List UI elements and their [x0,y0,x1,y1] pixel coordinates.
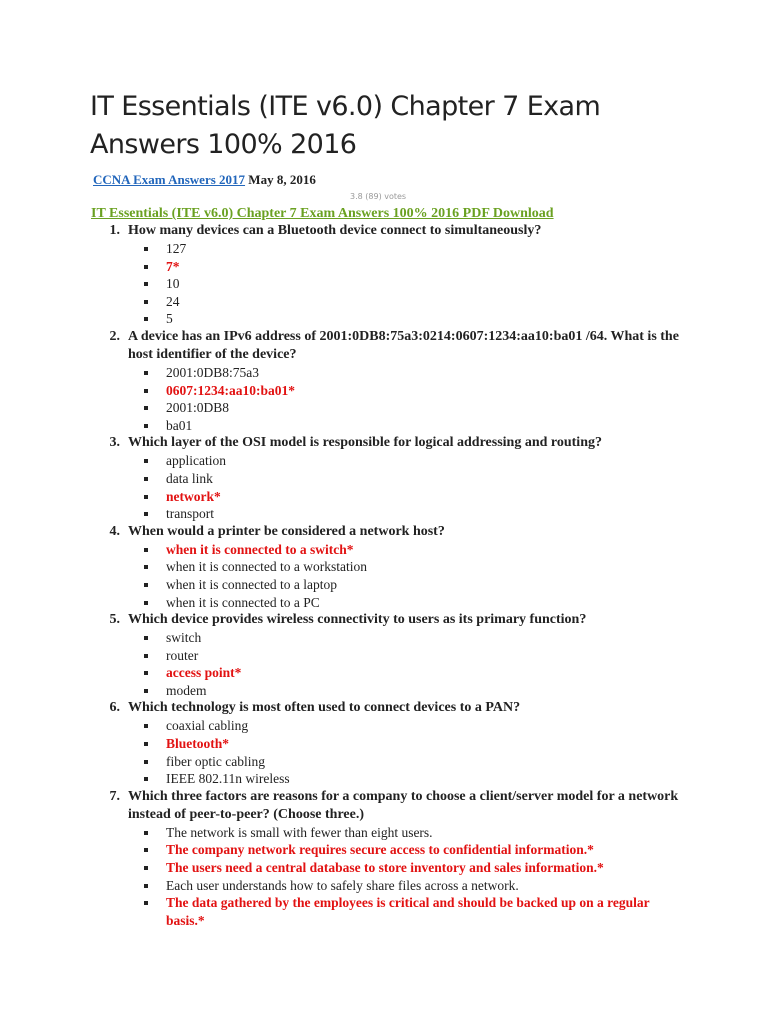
question-number: 5. [109,612,120,628]
post-meta [93,172,316,188]
answer-option: coaxial cabling [166,717,686,735]
answer-option: router [166,647,686,665]
question-number: 2. [109,328,120,344]
correct-answer-option: Bluetooth* [166,735,686,753]
question-text: How many devices can a Bluetooth device connect to simultaneously? [128,223,542,238]
answer-option: 2001:0DB8:75a3 [166,364,686,382]
question-number: 3. [109,435,120,451]
answer-option: application [166,452,686,470]
answer-options [0,364,768,434]
answer-option: Each user understands how to safely share files across a network. [166,877,686,895]
answer-option: when it is connected to a laptop [166,576,686,594]
correct-answer-option: The users need a central database to store inventory and sales information.* [166,859,686,877]
question-text: Which device provides wireless connectivity to users as its primary function? [128,612,587,628]
question-number: 6. [109,700,120,716]
answer-option: IEEE 802.11n wireless [166,770,686,788]
question-item [0,222,768,328]
question-number: 4. [109,523,120,539]
answer-option: transport [166,505,686,523]
answer-option: data link [166,470,686,488]
answer-option: modem [166,682,686,700]
vote-count: 3.8 (89) votes [350,192,407,201]
answer-option: fiber optic cabling [166,753,686,771]
answer-option: when it is connected to a workstation [166,558,686,576]
answer-option: when it is connected to a PC [166,594,686,612]
answer-option: switch [166,629,686,647]
question-text: A device has an IPv6 address of 2001:0DB8:75a3:0214:0607:1234:aa10:ba01 /64. What is the host identifier of the device? [128,328,679,362]
question-list [0,222,768,929]
answer-option: 2001:0DB8 [166,399,686,417]
answer-option: 5 [166,310,686,328]
question-item [0,328,768,434]
answer-options [0,240,768,328]
question-item [0,523,768,611]
question-text: Which three factors are reasons for a company to choose a client/server model for a network instead of peer-to-peer? (Choose three.) [128,788,679,822]
answer-option: 24 [166,293,686,311]
answer-option: ba01 [166,417,686,435]
correct-answer-option: The data gathered by the employees is critical and should be backed up on a regular basis.* [166,894,686,929]
question-number: 7. [109,788,120,804]
correct-answer-option: 7* [166,258,686,276]
answer-options [0,824,768,930]
answer-options [0,717,768,787]
correct-answer-option: 0607:1234:aa10:ba01* [166,382,686,400]
question-text: Which technology is most often used to connect devices to a PAN? [128,700,521,716]
question-item [0,699,768,787]
question-item [0,611,768,699]
correct-answer-option: when it is connected to a switch* [166,541,686,559]
pdf-download-link[interactable]: IT Essentials (ITE v6.0) Chapter 7 Exam Answers 100% 2016 PDF Download [91,206,554,221]
correct-answer-option: The company network requires secure access to confidential information.* [166,841,686,859]
question-item [0,788,768,930]
answer-option: The network is small with fewer than eight users. [166,824,686,842]
question-text: Which layer of the OSI model is responsible for logical addressing and routing? [128,435,602,451]
correct-answer-option: network* [166,488,686,506]
question-number: 1. [109,223,120,238]
answer-options [0,629,768,699]
question-text: When would a printer be considered a network host? [128,523,445,539]
correct-answer-option: access point* [166,664,686,682]
answer-option: 127 [166,240,686,258]
answer-option: 10 [166,275,686,293]
category-link[interactable]: CCNA Exam Answers 2017 [93,172,246,187]
answer-options [0,541,768,611]
page-title: IT Essentials (ITE v6.0) Chapter 7 Exam Answers 100% 2016 [90,91,601,160]
post-date: May 8, 2016 [248,172,316,187]
question-item [0,434,768,522]
answer-options [0,452,768,522]
